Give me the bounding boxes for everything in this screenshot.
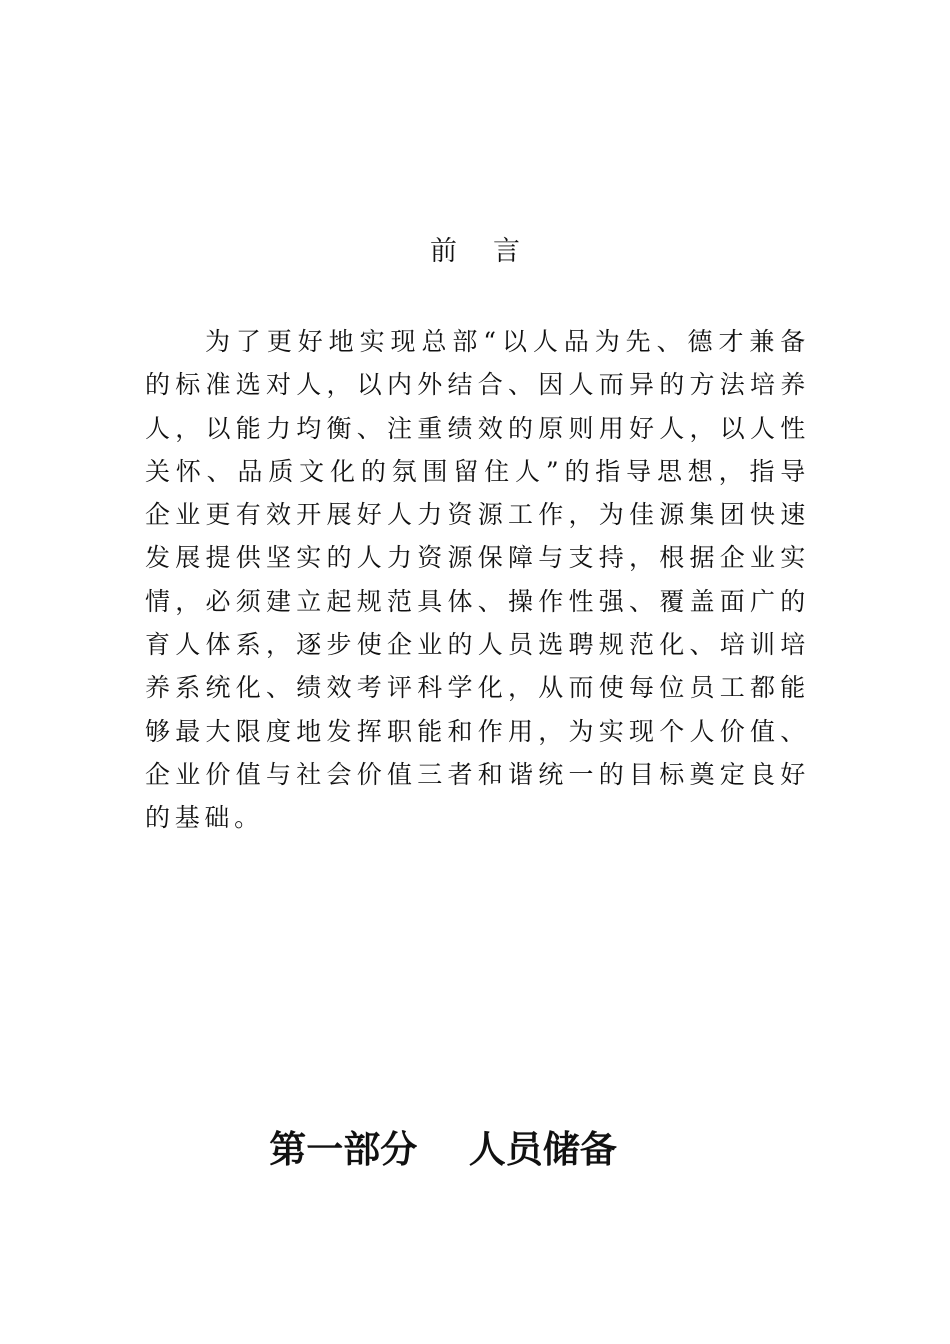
- part-one-heading: 第一部分 人员储备: [269, 1128, 617, 1171]
- preface-paragraph: 为了更好地实现总部“以人品为先、德才兼备的标准选对人，以内外结合、因人而异的方法培养人，以能力均衡、注重绩效的原则用好人，以人性关怀、品质文化的氛围留住人”的指导思想，指导企业更有效开展好人力资源工作，为佳源集团快速发展提供坚实的人力资源保障与支持，根据企业实情，必须建立起规范具体、操作性强、覆盖面广的育人体系，逐步使企业的人员选聘规范化、培训培养系统化、绩效考评科学化，从而使每位员工都能够最大限度地发挥职能和作用，为实现个人价值、企业价值与社会价值三者和谐统一的目标奠定良好的基础。: [145, 327, 810, 833]
- preface-title: 前言: [430, 236, 556, 267]
